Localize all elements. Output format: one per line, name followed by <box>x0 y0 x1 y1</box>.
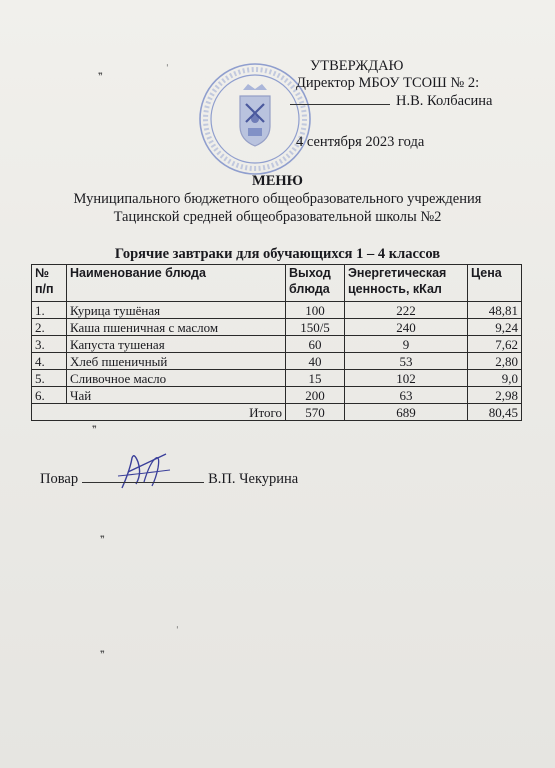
column-header-dish: Наименование блюда <box>67 265 286 302</box>
cell-energy: 240 <box>345 319 468 336</box>
table-row <box>32 302 522 319</box>
column-header-number: № п/п <box>32 265 67 302</box>
cell-energy: 222 <box>345 302 468 319</box>
cell-output: 40 <box>286 353 345 370</box>
paper-mark: ˌ <box>166 58 169 68</box>
paper-mark: ❞ <box>100 650 105 660</box>
cell-number: 4. <box>32 353 67 370</box>
page-title: МЕНЮ <box>252 173 303 189</box>
cook-name: В.П. Чекурина <box>208 471 299 487</box>
approval-signatory: Н.В. Колбасина <box>396 93 493 109</box>
cell-price: 7,62 <box>468 336 522 353</box>
cell-output: 60 <box>286 336 345 353</box>
menu-subtitle: Горячие завтраки для обучающихся 1 – 4 классов <box>114 246 441 262</box>
cell-output: 200 <box>286 387 345 404</box>
cell-dish: Сливочное масло <box>67 370 286 387</box>
cell-price: 2,80 <box>468 353 522 370</box>
table-row <box>32 387 522 404</box>
table-header-row <box>32 265 522 302</box>
paper-mark: ˌ <box>176 620 179 630</box>
cook-role: Повар <box>40 471 79 487</box>
cell-number: 2. <box>32 319 67 336</box>
approval-date: 4 сентября 2023 года <box>296 134 425 150</box>
approval-heading: УТВЕРЖДАЮ <box>310 58 404 74</box>
cell-output: 150/5 <box>286 319 345 336</box>
cell-price: 48,81 <box>468 302 522 319</box>
approval-block <box>290 58 492 151</box>
cell-output: 15 <box>286 370 345 387</box>
table-row <box>32 336 522 353</box>
cell-dish: Каша пшеничная с маслом <box>67 319 286 336</box>
approval-signature-line <box>290 93 492 110</box>
total-label: Итого <box>32 404 286 421</box>
cell-energy: 102 <box>345 370 468 387</box>
cell-number: 6. <box>32 387 67 404</box>
cell-energy: 9 <box>345 336 468 353</box>
cell-price: 9,0 <box>468 370 522 387</box>
paper-mark: ❞ <box>98 72 103 82</box>
cell-energy: 53 <box>345 353 468 370</box>
cell-number: 3. <box>32 336 67 353</box>
paper-mark: ❞ <box>100 535 105 545</box>
cell-number: 5. <box>32 370 67 387</box>
table-row <box>32 370 522 387</box>
table-total-row <box>32 404 522 421</box>
cook-signature-block <box>40 470 298 488</box>
cell-energy: 63 <box>345 387 468 404</box>
table-row <box>32 319 522 336</box>
signature-underline <box>290 104 390 105</box>
column-header-output: Выход блюда <box>286 265 345 302</box>
cook-signature-line <box>82 470 204 483</box>
cell-output: 100 <box>286 302 345 319</box>
column-header-price: Цена <box>468 265 522 302</box>
total-output: 570 <box>286 404 345 421</box>
approval-position: Директор МБОУ ТСОШ № 2: <box>296 75 480 91</box>
organization-line-2: Тацинской средней общеобразовательной школы №2 <box>113 209 442 225</box>
menu-table <box>31 264 522 421</box>
total-price: 80,45 <box>468 404 522 421</box>
cell-dish: Хлеб пшеничный <box>67 353 286 370</box>
paper-mark: ❞ <box>92 425 97 435</box>
organization-line-1: Муниципального бюджетного общеобразовательного учреждения <box>73 191 482 207</box>
cell-price: 2,98 <box>468 387 522 404</box>
table-row <box>32 353 522 370</box>
total-energy: 689 <box>345 404 468 421</box>
cell-dish: Чай <box>67 387 286 404</box>
cell-price: 9,24 <box>468 319 522 336</box>
cell-number: 1. <box>32 302 67 319</box>
column-header-energy: Энергетическая ценность, кКал <box>345 265 468 302</box>
cell-dish: Курица тушёная <box>67 302 286 319</box>
cell-dish: Капуста тушеная <box>67 336 286 353</box>
